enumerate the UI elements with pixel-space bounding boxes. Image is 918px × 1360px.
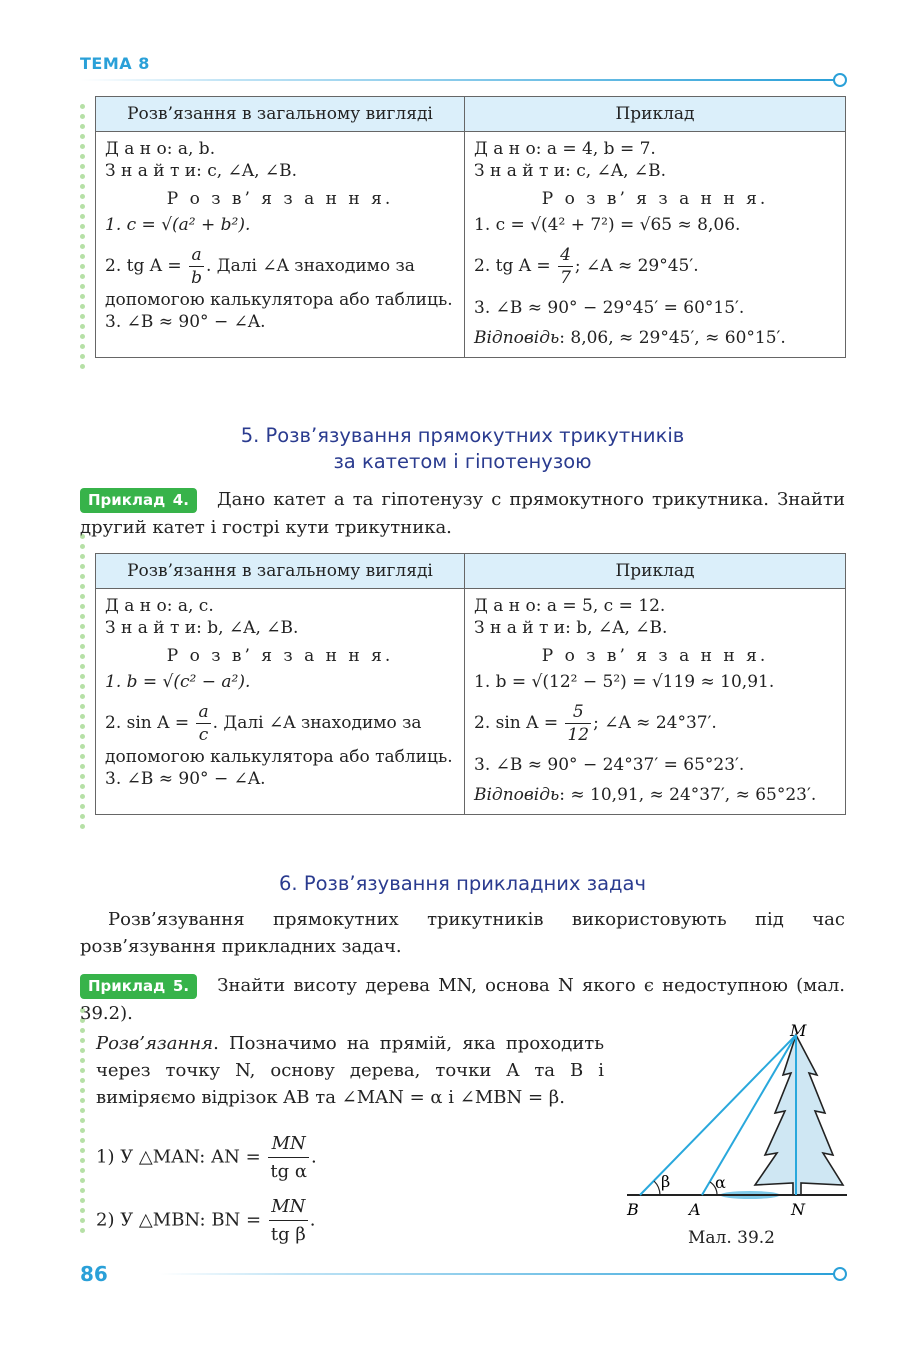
step-1: 1. c = √(a² + b²). xyxy=(105,215,251,235)
header-rule xyxy=(80,79,835,81)
step-2-suffix: . Далі ∠A знаходимо за допомогою калькулятора або таблиць. xyxy=(105,256,453,310)
step-1: 1. b = √(c² − a²). xyxy=(105,672,251,692)
given-text: Д а н о: a = 5, c = 12. xyxy=(474,596,666,616)
figure-caption: Мал. 39.2 xyxy=(688,1228,776,1248)
example-5-step-1: 1) У △MAN: AN = $\frac{MN}{\text{tg α}}$ . xyxy=(96,1130,604,1185)
find-text: З н а й т и: c, ∠A, ∠B. xyxy=(474,161,667,181)
step-2-prefix: 2. tg A = xyxy=(474,256,551,276)
solution-title: Р о з в’ я з а н н я. xyxy=(166,189,394,209)
answer xyxy=(474,327,836,349)
answer-text: : ≈ 10,91, ≈ 24°37′, ≈ 65°23′. xyxy=(559,785,817,805)
fraction-denominator: 12 xyxy=(567,725,590,745)
fraction-numerator: MN xyxy=(269,1193,308,1221)
margin-dots xyxy=(80,534,86,834)
find-text: З н а й т и: b, ∠A, ∠B. xyxy=(105,618,299,638)
point-M-label: M xyxy=(790,1021,807,1040)
solution-label: Розв’язання xyxy=(96,1033,214,1054)
fraction-numerator: 4 xyxy=(560,245,571,265)
solution-table-2 xyxy=(95,553,846,815)
step-3: 3. ∠B ≈ 90° − ∠A. xyxy=(105,769,266,789)
answer-label: Відповідь xyxy=(474,785,560,805)
footer-rule xyxy=(160,1273,835,1275)
fraction xyxy=(268,1130,309,1185)
step-2-prefix: 2. sin A = xyxy=(474,713,559,733)
tree-height-figure xyxy=(615,1015,855,1225)
example-5-solution xyxy=(96,1030,604,1111)
given-text: Д а н о: a, c. xyxy=(105,596,214,616)
example-4-statement xyxy=(80,486,845,541)
fraction xyxy=(196,701,210,746)
step-2-prefix: 2. sin A = xyxy=(105,713,190,733)
step-3: 3. ∠B ≈ 90° − ∠A. xyxy=(105,312,266,332)
example-5-text: Знайти висоту дерева MN, основа N якого є недоступною (мал. 39.2). xyxy=(80,975,845,1024)
fraction-denominator: tg β xyxy=(270,1224,306,1245)
step-2 xyxy=(105,244,455,311)
solution-text: . Позначимо на прямій, яка проходить через точку N, основу дерева, точки A та B і виміряємо відрізок AB та ∠MAN = α і ∠MBN = β. xyxy=(96,1033,604,1108)
fraction xyxy=(189,244,204,289)
step-1: 1. b = √(12² − 5²) = √119 ≈ 10,91. xyxy=(474,672,775,692)
fraction xyxy=(269,1193,308,1248)
step-2-prefix: 2. tg A = xyxy=(105,256,182,276)
example-4-text: Дано катет a та гіпотенузу c прямокутного трикутника. Знайти другий катет і гострі кути трикутника. xyxy=(80,489,845,538)
tree-icon xyxy=(755,1035,843,1195)
fraction xyxy=(565,701,591,746)
given-text: Д а н о: a = 4, b = 7. xyxy=(474,139,656,159)
step-3: 3. ∠B ≈ 90° − 29°45′ = 60°15′. xyxy=(474,298,745,318)
find-text: З н а й т и: c, ∠A, ∠B. xyxy=(105,161,298,181)
angle-beta-arc xyxy=(654,1181,660,1195)
column-header-example: Приклад xyxy=(465,554,846,589)
column-header-general: Розв’язання в загальному вигляді xyxy=(96,554,465,589)
answer-text: : 8,06, ≈ 29°45′, ≈ 60°15′. xyxy=(559,328,786,348)
section-5-title-line-1: 5. Розв’язування прямокутних трикутників xyxy=(240,424,685,447)
fraction-numerator: MN xyxy=(268,1130,309,1158)
section-5-title-line-2: за катетом і гіпотенузою xyxy=(333,450,592,473)
section-6-title: 6. Розв’язування прикладних задач xyxy=(279,872,646,895)
step-1: 1. c = √(4² + 7²) = √65 ≈ 8,06. xyxy=(474,215,741,235)
find-text: З н а й т и: b, ∠A, ∠B. xyxy=(474,618,668,638)
step-1-prefix: 1) У △MAN: AN = xyxy=(96,1146,261,1168)
step-2 xyxy=(105,701,455,768)
general-solution-cell xyxy=(96,589,465,815)
answer-label: Відповідь xyxy=(474,328,560,348)
margin-dots xyxy=(80,1008,86,1238)
fraction-numerator: 5 xyxy=(565,701,591,724)
page-number: 86 xyxy=(80,1262,108,1286)
fraction-numerator: a xyxy=(198,702,209,722)
solution-title: Р о з в’ я з а н н я. xyxy=(541,189,769,209)
section-6-intro: Розв’язування прямокутних трикутників використовують під час розв’язування прикладних задач. xyxy=(80,909,845,957)
column-header-general: Розв’язання в загальному вигляді xyxy=(96,97,465,132)
point-N-label: N xyxy=(791,1200,805,1219)
step-2-suffix: ; ∠A ≈ 24°37′. xyxy=(593,713,717,733)
example-solution-cell xyxy=(465,132,846,358)
angle-alpha-label: α xyxy=(715,1173,726,1192)
step-2-suffix: . Далі ∠A знаходимо за допомогою калькулятора або таблиць. xyxy=(105,713,453,767)
fraction xyxy=(558,244,573,289)
step-3: 3. ∠B ≈ 90° − 24°37′ = 65°23′. xyxy=(474,755,745,775)
fraction-denominator: c xyxy=(198,725,209,745)
fraction-denominator: b xyxy=(191,268,202,288)
example-4-badge: Приклад 4. xyxy=(80,488,197,513)
point-B-label: B xyxy=(627,1200,639,1219)
fraction-numerator: a xyxy=(189,244,204,267)
answer xyxy=(474,784,836,806)
step-2-suffix: ; ∠A ≈ 29°45′. xyxy=(574,256,699,276)
point-A-label: A xyxy=(689,1200,701,1219)
fraction-denominator: 7 xyxy=(560,268,571,288)
section-5-title xyxy=(80,423,845,475)
step-2 xyxy=(474,244,836,289)
fraction-denominator: tg α xyxy=(270,1161,308,1182)
angle-beta-label: β xyxy=(661,1172,671,1191)
solution-title: Р о з в’ я з а н н я. xyxy=(166,646,394,666)
example-5-step-2: 2) У △MBN: BN = $\frac{MN}{\text{tg β}}$ . xyxy=(96,1193,604,1248)
footer-rule-end-icon xyxy=(833,1267,847,1281)
topic-label: ТЕМА 8 xyxy=(80,54,150,73)
column-header-example: Приклад xyxy=(465,97,846,132)
example-solution-cell xyxy=(465,589,846,815)
example-5-badge: Приклад 5. xyxy=(80,974,197,999)
solution-title: Р о з в’ я з а н н я. xyxy=(541,646,769,666)
solution-table-1 xyxy=(95,96,846,358)
given-text: Д а н о: a, b. xyxy=(105,139,216,159)
step-2-prefix: 2) У △MBN: BN = xyxy=(96,1209,262,1231)
general-solution-cell xyxy=(96,132,465,358)
header-rule-end-icon xyxy=(833,73,847,87)
margin-dots xyxy=(80,104,86,374)
step-2 xyxy=(474,701,836,746)
